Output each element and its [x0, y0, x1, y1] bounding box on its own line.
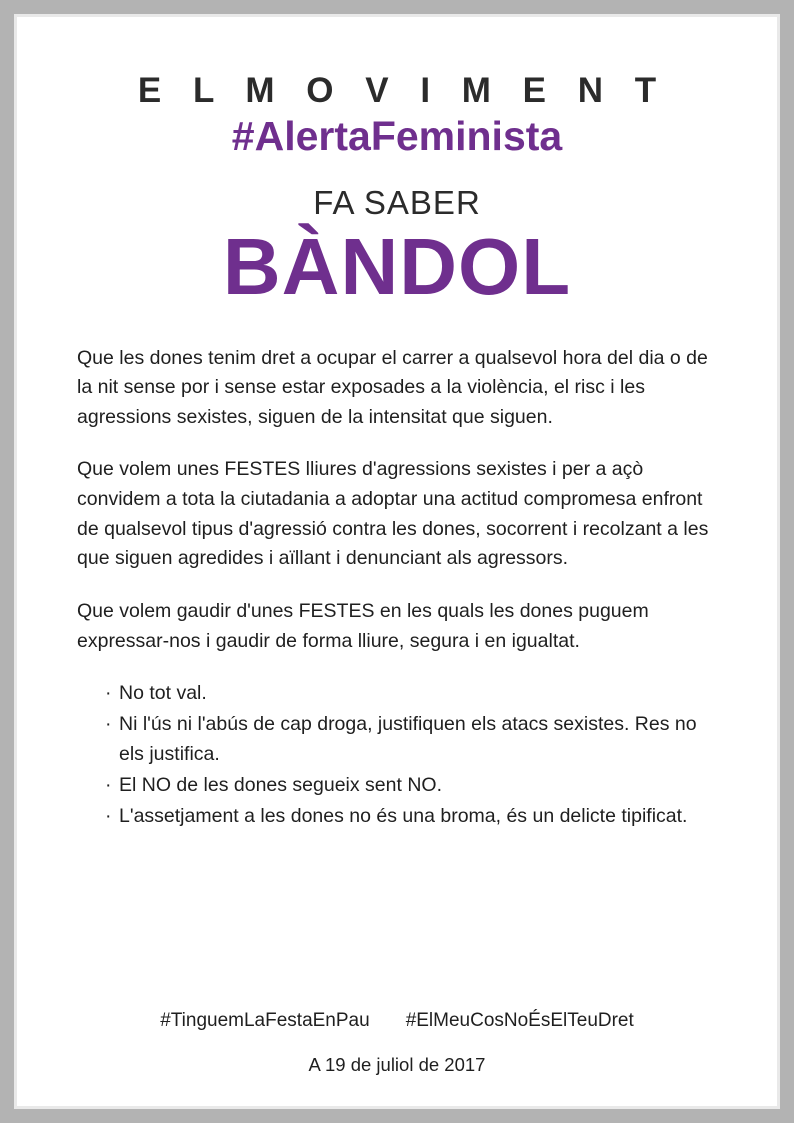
bullet-list [77, 679, 717, 831]
poster-footer [77, 1010, 717, 1082]
movement-hashtag: #AlertaFeminista [231, 113, 563, 159]
poster-body [77, 344, 717, 834]
list-item-label: L'assetjament a les dones no és una broma, és un delicte tipificat. [119, 805, 688, 828]
poster-frame [14, 14, 780, 1109]
bullet-marker: · [105, 713, 112, 736]
list-item [105, 710, 717, 769]
hashtag-meu-cos: #ElMeuCosNoÉsElTeuDret [405, 1010, 634, 1031]
bullet-marker: · [105, 773, 112, 796]
list-item [105, 679, 717, 708]
list-item-label: El NO de les dones segueix sent NO. [119, 773, 442, 796]
movement-heading: E L M O V I M E N T [137, 71, 668, 110]
bullet-marker: · [105, 805, 112, 828]
list-item-label: Ni l'ús ni l'abús de cap droga, justifiquen els atacs sexistes. Res no els justifica. [119, 713, 697, 765]
footer-hashtags [77, 1010, 717, 1032]
list-item [105, 802, 717, 831]
page-title: BÀNDOL [222, 222, 572, 311]
hashtag-festa-en-pau: #TinguemLaFestaEnPau [160, 1010, 370, 1031]
paragraph: Que les dones tenim dret a ocupar el carrer a qualsevol hora del dia o de la nit sense por i sense estar exposades a la violència, el risc i les agressions sexistes, siguen de la intensitat que siguen. [77, 346, 708, 428]
poster-header [77, 53, 717, 318]
list-item [105, 771, 717, 800]
list-item-label: No tot val. [119, 682, 207, 705]
announce-text: FA SABER [313, 184, 481, 221]
paragraph: Que volem unes FESTES lliures d'agressions sexistes i per a açò convidem a tota la ciutadania a adoptar una actitud compromesa enfront de qualsevol tipus d'agressió contra les dones, socorrent i recolzant a les que siguen agredides i aïllant i denunciant als agressors. [77, 458, 709, 570]
paragraph: Que volem gaudir d'unes FESTES en les quals les dones puguem expressar-nos i gaudir de forma lliure, segura i en igualtat. [77, 599, 649, 652]
poster-date: A 19 de juliol de 2017 [308, 1054, 486, 1075]
bullet-marker: · [105, 682, 112, 705]
